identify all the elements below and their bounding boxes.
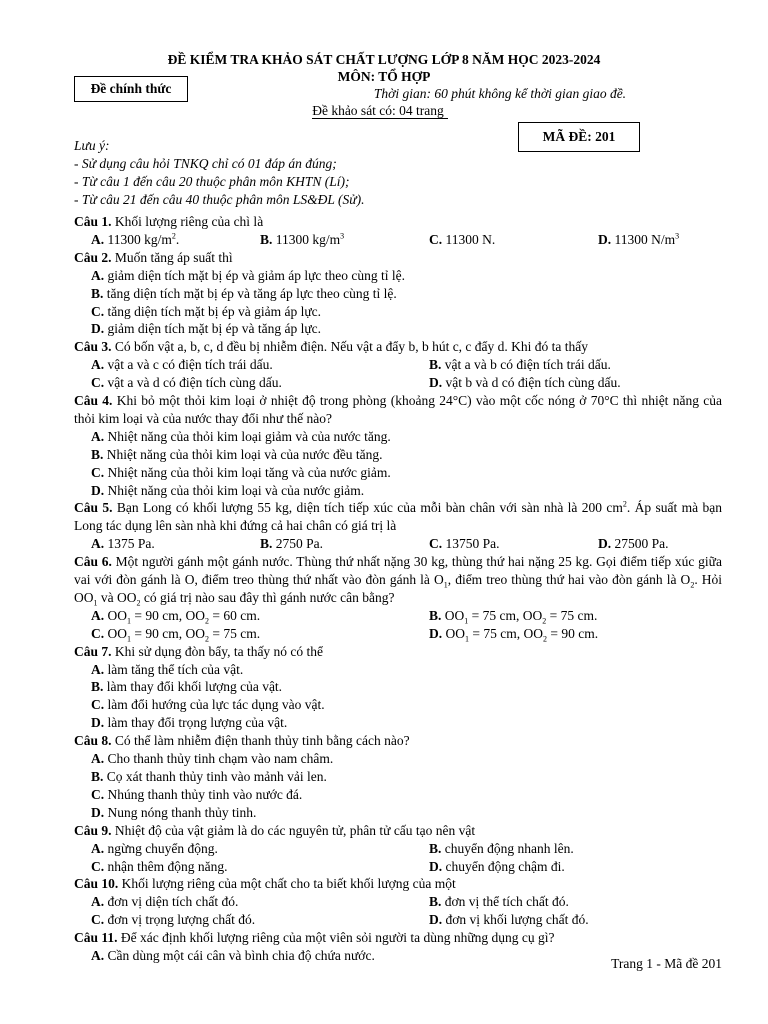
question-number: Câu 1.: [74, 214, 112, 229]
option-a: A. vật a và c có điện tích trái dấu.: [91, 357, 273, 373]
question-7: [74, 643, 722, 661]
question-text: Muốn tăng áp suất thì: [111, 249, 233, 265]
question-10: [74, 875, 722, 893]
question-number: Câu 3.: [74, 339, 112, 355]
question-8: [74, 732, 722, 750]
option-a: A. Nhiệt năng của thỏi kim loại giảm và của nước tăng.: [91, 428, 391, 444]
option-c: C. $OO_1 = 90$ cm, $OO_2 = 75$ cm.: [91, 625, 261, 644]
page-count-underline: [312, 118, 448, 119]
option-a: A. đơn vị diện tích chất đó.: [91, 894, 239, 910]
option-d: D. đơn vị khối lượng chất đó.: [429, 912, 589, 928]
option-a: A. 1375 Pa.: [91, 536, 155, 552]
option-a: A. 11300 $kg/m^2$.: [91, 231, 180, 247]
question-number: Câu 8.: [74, 733, 112, 749]
exam-code-box: MÃ ĐỀ: 201: [518, 122, 640, 152]
notes-title: Lưu ý:: [74, 138, 110, 153]
option-c: C. 11300 N.: [429, 231, 496, 247]
question-11: [74, 929, 722, 947]
option-c: C. Nhúng thanh thủy tinh vào nước đá.: [91, 786, 303, 802]
note-item: - Từ câu 21 đến câu 40 thuộc phân môn LS&ĐL (Sử).: [74, 192, 365, 207]
option-b: B. $OO_1 = 75$ cm, $OO_2 = 75$ cm.: [429, 607, 598, 626]
option-b: B. 2750 Pa.: [260, 536, 324, 552]
options-row: [74, 356, 722, 374]
option-a: A. giảm diện tích mặt bị ép và giảm áp lực theo cùng tỉ lệ.: [91, 267, 405, 283]
option-a: A. ngừng chuyển động.: [91, 840, 218, 856]
option-d: D. 27500 Pa.: [598, 536, 669, 552]
question-text: Khối lượng riêng của chì là: [111, 214, 264, 229]
options-row: [74, 535, 722, 553]
option-d: D. vật b và d có điện tích cùng dấu.: [429, 375, 621, 391]
question-number: Câu 5.: [74, 500, 113, 516]
option-b: B. Cọ xát thanh thủy tinh vào mảnh vải len.: [91, 769, 327, 784]
option-b: B. làm thay đổi khối lượng của vật.: [91, 679, 283, 695]
question-3: [74, 338, 722, 356]
option-c: C. đơn vị trọng lượng chất đó.: [91, 912, 256, 928]
option-d: D. Nung nóng thanh thủy tinh.: [91, 804, 257, 820]
question-number: Câu 6.: [74, 554, 112, 570]
page-footer: Trang 1 - Mã đề 201: [611, 956, 722, 971]
question-number: Câu 7.: [74, 643, 112, 659]
question-5: Câu 5. Bạn Long có khối lượng 55 kg, diện tích tiếp xúc của mỗi bàn chân với sàn nhà là 200 $cm^2$. Áp suất mà bạn Long tác dụng lên sàn nhà khi đứng cả hai chân có giá trị là: [74, 499, 722, 534]
option-d: D. Nhiệt năng của thỏi kim loại và của nước giảm.: [91, 482, 365, 498]
options-row: [74, 840, 722, 858]
exam-time: Thời gian: 60 phút không kể thời gian giao đề.: [373, 86, 627, 101]
options-row: [74, 231, 722, 249]
options-row: [74, 911, 722, 929]
option-b: B. 11300 $kg/m^3$: [260, 231, 345, 247]
option-c: C. tăng diện tích mặt bị ép và giảm áp lực.: [91, 303, 322, 319]
option-c: C. vật a và d có điện tích cùng dấu.: [91, 375, 282, 391]
question-text: Khi bỏ một thỏi kim loại ở nhiệt độ trong phòng (khoảng 24°C) vào một cốc nóng ở 70°C thì nhiệt năng của thỏi kim loại và của nước thay đổi như thế nào?: [74, 393, 722, 426]
option-b: B. Nhiệt năng của thỏi kim loại và của nước đều tăng.: [91, 446, 383, 462]
note-item: - Sử dụng câu hỏi TNKQ chỉ có 01 đáp án đúng;: [74, 156, 337, 171]
option-c: C. 13750 Pa.: [429, 536, 500, 552]
option-d: D. chuyển động chậm đi.: [429, 858, 565, 874]
question-text: Khi sử dụng đòn bẩy, ta thấy nó có thể: [111, 643, 324, 659]
question-number: Câu 9.: [74, 822, 112, 838]
options-row: [74, 625, 722, 643]
options-row: [74, 858, 722, 876]
exam-page-count: Đề khảo sát có: 04 trang: [312, 103, 444, 118]
question-number: Câu 11.: [74, 930, 118, 946]
option-c: C. Nhiệt năng của thỏi kim loại tăng và của nước giảm.: [91, 464, 391, 480]
exam-title: ĐỀ KIỂM TRA KHẢO SÁT CHẤT LƯỢNG LỚP 8 NĂM HỌC 2023-2024: [167, 52, 601, 67]
option-a: A. $OO_1 = 90$ cm, $OO_2 = 60$ cm.: [91, 607, 261, 626]
question-6: Câu 6. Một người gánh một gánh nước. Thùng thứ nhất nặng 30 kg, thùng thứ hai nặng 25 kg. Gọi điểm tiếp xúc giữa vai với đòn gánh là O, điểm treo thùng thứ nhất vào đòn gánh là $O_1$, điểm treo thùng thứ hai vào đòn gánh là $O_2$. Hỏi $OO_1$ và $OO_2$ có giá trị nào sau đây thì gánh nước cân bằng?: [74, 554, 723, 608]
official-label-box: Đề chính thức: [74, 76, 188, 102]
question-1: [74, 213, 722, 231]
option-a: A. làm tăng thể tích của vật.: [91, 661, 244, 677]
option-d: D. $OO_1 = 75$ cm, $OO_2 = 90$ cm.: [429, 625, 599, 644]
option-a: A. Cần dùng một cái cân và bình chia độ chứa nước.: [91, 948, 375, 963]
option-c: C. nhận thêm động năng.: [91, 858, 228, 874]
options-row: [74, 893, 722, 911]
options-row: [74, 374, 722, 392]
option-a: A. Cho thanh thủy tinh chạm vào nam châm.: [91, 751, 334, 767]
option-d: D. giảm diện tích mặt bị ép và tăng áp lực.: [91, 321, 322, 337]
question-number: Câu 10.: [74, 876, 119, 892]
question-text: Nhiệt độ của vật giảm là do các nguyên tử, phân tử cấu tạo nên vật: [111, 822, 476, 838]
question-text: Có bốn vật a, b, c, d đều bị nhiễm điện. Nếu vật a đẩy b, b hút c, c đẩy d. Khi đó ta thấy: [111, 339, 589, 355]
option-c: C. làm đổi hướng của lực tác dụng vào vật.: [91, 697, 325, 713]
option-b: B. chuyển động nhanh lên.: [429, 840, 574, 856]
question-number: Câu 2.: [74, 249, 112, 265]
options-row: [74, 607, 722, 625]
question-text: Có thể làm nhiễm điện thanh thủy tinh bằng cách nào?: [111, 733, 410, 749]
question-text: Để xác định khối lượng riêng của một viên sỏi người ta dùng những dụng cụ gì?: [117, 930, 555, 946]
option-b: B. vật a và b có điện tích trái dấu.: [429, 357, 611, 373]
note-item: - Từ câu 1 đến câu 20 thuộc phân môn KHTN (Lí);: [74, 174, 350, 189]
question-2: [74, 249, 722, 267]
question-9: [74, 822, 722, 840]
questions-list: [74, 213, 722, 965]
option-d: D. 11300 $N/m^3$: [598, 231, 680, 247]
question-text: Khối lượng riêng của một chất cho ta biết khối lượng của một: [118, 876, 456, 892]
exam-subject: MÔN: TỔ HỢP: [337, 69, 431, 84]
option-b: B. đơn vị thể tích chất đó.: [429, 894, 569, 910]
question-number: Câu 4.: [74, 393, 113, 409]
option-d: D. làm thay đổi trọng lượng của vật.: [91, 715, 288, 731]
question-4: [74, 392, 722, 428]
option-b: B. tăng diện tích mặt bị ép và tăng áp lực theo cùng tỉ lệ.: [91, 285, 397, 301]
notes-block: [74, 137, 504, 209]
